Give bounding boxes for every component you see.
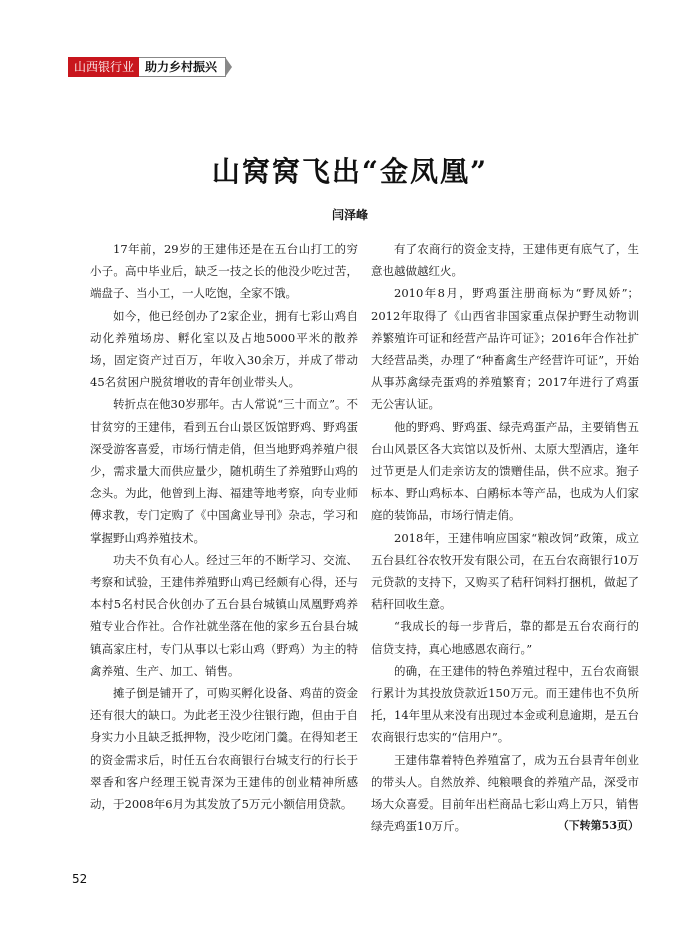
paragraph: 有了农商行的资金支持，王建伟更有底气了，生意也越做越红火。 xyxy=(371,242,639,279)
paragraph: 功夫不负有心人。经过三年的不断学习、交流、考察和试验，王建伟养殖野山鸡已经颇有心得，还与本村5名村民合伙创办了五台县台城镇山凤凰野鸡养殖专业合作社。合作社就坐落在他的家乡五台县台城镇高家庄村，专门从事以七彩山鸡（野鸡）为主的特禽养殖、生产、加工、销售。 xyxy=(90,552,358,678)
left-column xyxy=(90,238,358,815)
paragraph: 如今，他已经创办了2家企业，拥有七彩山鸡自动化养殖场房、孵化室以及占地5000平米的散养场，固定资产过百万，年收入30余万，并成了带动45名贫困户脱贫增收的青年创业带头人。 xyxy=(90,308,358,390)
paragraph: 2010年8月，野鸡蛋注册商标为“野凤娇”；2012年取得了《山西省非国家重点保护野生动物训养繁殖许可证和经营产品许可证》；2016年合作社扩大经营品类，办理了“种畜禽生产经营许可证”，开始从事苏禽绿壳蛋鸡的养殖繁育；2017年进行了鸡蛋无公害认证。 xyxy=(371,286,639,412)
page-number: 52 xyxy=(72,872,88,886)
paragraph xyxy=(371,749,639,838)
paragraph: 摊子倒是铺开了，可购买孵化设备、鸡苗的资金还有很大的缺口。为此老王没少往银行跑，但由于自身实力小且缺乏抵押物，没少吃闭门羹。在得知老王的资金需求后，时任五台农商银行台城支行的行长于翠香和客户经理王锐青深为王建伟的创业精神所感动，于2008年6月为其发放了5万元小额信用贷款。 xyxy=(90,686,358,812)
section-label: 山西银行业 xyxy=(68,57,139,77)
paragraph: 他的野鸡、野鸡蛋、绿壳鸡蛋产品，主要销售五台山风景区各大宾馆以及忻州、太原大型酒店，逢年过节更是人们走亲访友的馈赠佳品，供不应求。狍子标本、野山鸡标本、白鹇标本等产品，也成为人们家庭的装饰品，市场行情走俏。 xyxy=(371,419,639,523)
paragraph: 转折点在他30岁那年。古人常说“三十而立”。不甘贫穷的王建伟，看到五台山景区饭馆野鸡、野鸡蛋深受游客喜爱，市场行情走俏，但当地野鸡养殖户很少，需求量大而供应量少，随机萌生了养殖野山鸡的念头。为此，他曾到上海、福建等地考察，向专业师傅求教，专门定购了《中国禽业导刊》杂志，学习和掌握野山鸡养殖技术。 xyxy=(90,397,358,545)
column-label: 助力乡村振兴 xyxy=(139,57,226,77)
paragraph: 2018年，王建伟响应国家“粮改饲”政策，成立五台县红谷农牧开发有限公司，在五台农商银行10万元贷款的支持下，又购买了秸秆饲料打捆机，做起了秸秆回收生意。 xyxy=(371,530,639,612)
section-header xyxy=(68,56,226,78)
paragraph: “我成长的每一步背后，靠的都是五台农商行的信贷支持，真心地感恩农商行。” xyxy=(371,619,639,656)
paragraph-text: 王建伟靠着特色养殖富了，成为五台县青年创业的带头人。自然放养、纯粮喂食的养殖产品，深受市场大众喜爱。目前年出栏商品七彩山鸡上万只，销售绿壳鸡蛋10万斤。 xyxy=(371,752,639,834)
right-column xyxy=(371,238,639,837)
paragraph: 的确，在王建伟的特色养殖过程中，五台农商银行累计为其投放贷款近150万元。而王建伟也不负所托，14年里从来没有出现过本金或利息逾期，是五台农商银行忠实的“信用户”。 xyxy=(371,663,639,745)
paragraph: 17年前，29岁的王建伟还是在五台山打工的穷小子。高中毕业后，缺乏一技之长的他没少吃过苦，端盘子、当小工，一人吃饱，全家不饿。 xyxy=(90,242,358,301)
article-author: 闫泽峰 xyxy=(331,208,368,222)
continued-note: （下转第53页） xyxy=(557,819,639,833)
article-title: 山窝窝飞出“金凤凰” xyxy=(211,155,489,188)
